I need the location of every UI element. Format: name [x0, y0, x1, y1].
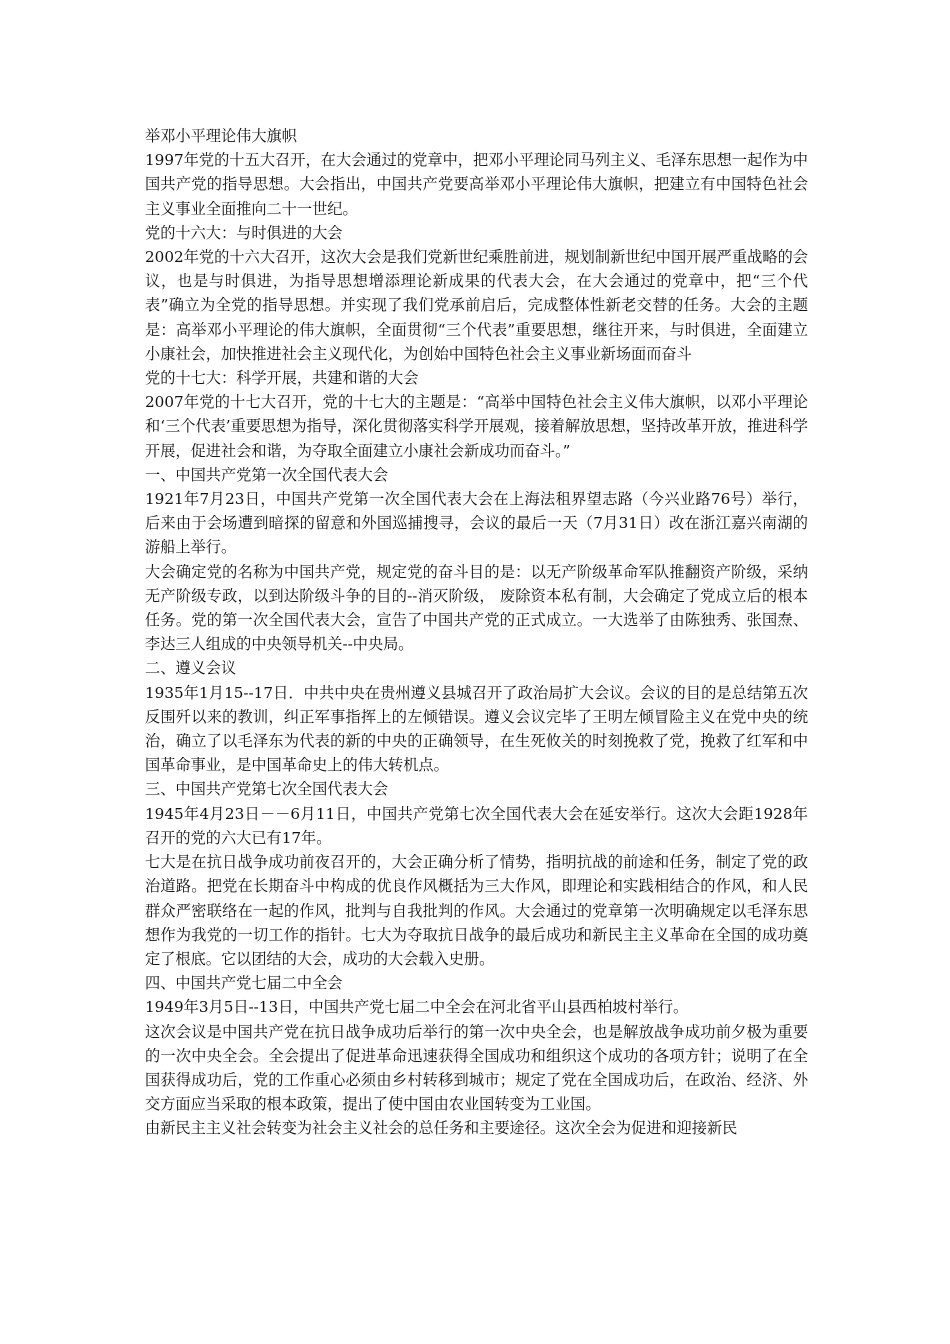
paragraph-zunyi: 1935年1月15--17日．中共中央在贵州遵义县城召开了政治局扩大会议。会议的目的是总结第五次反围歼以来的教训，纠正军事指挥上的左倾错误。遵义会议完毕了王明左倾冒险主义在党中央的统治，确立了以毛泽东为代表的新的中央的正确领导，在生死攸关的时刻挽救了党，挽救了红军和中国革命事业，是中国革命史上的伟大转机点。: [145, 683, 808, 775]
paragraph-first-congress-venue: 1921年7月23日，中国共产党第一次全国代表大会在上海法租界望志路（今兴业路76号）举行，后来由于会场遭到暗探的留意和外国巡捕搜寻，会议的最后一天（7月31日）改在浙江嘉兴南湖的游船上举行。: [145, 490, 808, 557]
paragraph-second-plenum-content: 这次会议是中国共产党在抗日战争成功后举行的第一次中央全会，也是解放战争成功前夕极为重要的一次中央全会。全会提出了促进革命迅速获得全国成功和组织这个成功的各项方针；说明了在全国获得成功后，党的工作重心必须由乡村转移到城市；规定了党在全国成功后，在政治、经济、外交方面应当采取的根本政策，提出了使中国由农业国转变为工业国。: [145, 1022, 808, 1114]
paragraph-heading-deng-theory: 举邓小平理论伟大旗帜: [145, 127, 297, 145]
paragraph-heading-seventh-congress: 三、中国共产党第七次全国代表大会: [145, 780, 388, 799]
paragraph-second-plenum-continued: 由新民主主义社会转变为社会主义社会的总任务和主要途径。这次全会为促进和迎接新民: [145, 1119, 738, 1138]
paragraph-heading-first-congress: 一、中国共产党第一次全国代表大会: [145, 465, 388, 484]
paragraph-heading-second-plenum: 四、中国共产党七届二中全会: [145, 974, 343, 993]
document-body: [145, 124, 808, 1141]
paragraph-15th-congress: 1997年党的十五大召开，在大会通过的党章中，把邓小平理论同马列主义、毛泽东思想一起作为中国共产党的指导思想。大会指出，中国共产党要高举邓小平理论伟大旗帜，把建立有中国特色社会主义事业全面推向二十一世纪。: [145, 151, 808, 218]
paragraph-17th-congress: 2007年党的十七大召开，党的十七大的主题是：“高举中国特色社会主义伟大旗帜，以邓小平理论和‘三个代表’重要思想为指导，深化贯彻落实科学开展观，接着解放思想，坚持改革开放，推进科学开展，促进社会和谐，为夺取全面建立小康社会新成功而奋斗。”: [145, 393, 808, 460]
paragraph-first-congress-goals: 大会确定党的名称为中国共产党，规定党的奋斗目的是：以无产阶级革命军队推翻资产阶级，采纳无产阶级专政，以到达阶级斗争的目的--消灭阶级， 废除资本私有制，大会确定了党成立后的根本任务。党的第一次全国代表大会，宣告了中国共产党的正式成立。一大选举了由陈独秀、张国焘、李达三人组成的中央领导机关--中央局。: [145, 562, 808, 654]
paragraph-heading-zunyi: 二、遵义会议: [145, 659, 237, 678]
paragraph-second-plenum-dates: 1949年3月5日--13日，中国共产党七届二中全会在河北省平山县西柏坡村举行。: [145, 998, 689, 1017]
paragraph-seventh-congress-dates: 1945年4月23日－－6月11日，中国共产党第七次全国代表大会在延安举行。这次大会距1928年召开的党的六大已有17年。: [145, 804, 808, 847]
paragraph-seventh-congress-content: 七大是在抗日战争成功前夜召开的，大会正确分析了情势，指明抗战的前途和任务，制定了党的政治道路。把党在长期奋斗中构成的优良作风概括为三大作风，即理论和实践相结合的作风，和人民群众严密联络在一起的作风，批判与自我批判的作风。大会通过的党章第一次明确规定以毛泽东思想作为我党的一切工作的指针。七大为夺取抗日战争的最后成功和新民主主义革命在全国的成功奠定了根底。它以团结的大会，成功的大会载入史册。: [145, 853, 808, 968]
paragraph-16th-congress: 2002年党的十六大召开，这次大会是我们党新世纪乘胜前进，规划制新世纪中国开展严重战略的会议，也是与时俱进，为指导思想增添理论新成果的代表大会，在大会通过的党章中，把“三个代表”确立为全党的指导思想。并实现了我们党承前启后，完成整体性新老交替的任务。大会的主题是：高举邓小平理论的伟大旗帜，全面贯彻“三个代表”重要思想，继往开来，与时俱进，全面建立小康社会，加快推进社会主义现代化，为创始中国特色社会主义事业新场面而奋斗: [145, 248, 808, 363]
paragraph-heading-17th-congress: 党的十七大：科学开展，共建和谐的大会: [145, 369, 419, 388]
paragraph-heading-16th-congress: 党的十六大：与时俱进的大会: [145, 223, 343, 242]
